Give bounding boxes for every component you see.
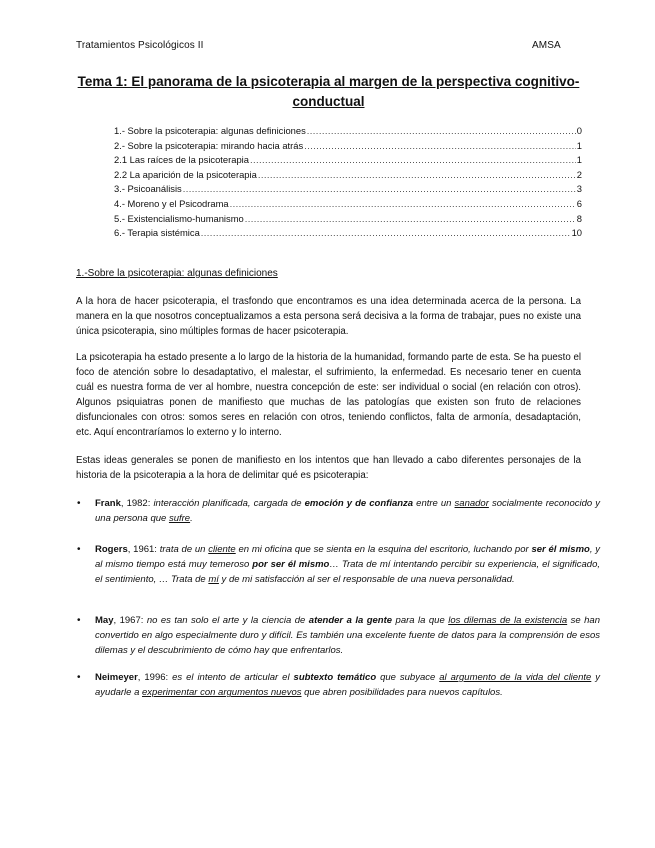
definition-underlined: los dilemas de la existencia (448, 615, 568, 626)
toc-entry[interactable] (114, 198, 582, 213)
author-name: May (95, 615, 114, 626)
definition-text: que subyace (376, 672, 440, 683)
toc-entry[interactable] (114, 125, 582, 140)
toc-entry-page: 1 (576, 139, 582, 151)
list-item (76, 542, 600, 588)
section-heading: 1.-Sobre la psicoterapia: algunas definiciones (76, 268, 278, 279)
list-item (76, 496, 600, 526)
toc-entry[interactable] (114, 183, 582, 198)
page-title: Tema 1: El panorama de la psicoterapia al margen de la perspectiva cognitivo-conductual (77, 74, 580, 109)
running-header-course: Tratamientos Psicológicos II (76, 40, 204, 51)
author-name: Frank (95, 498, 121, 509)
toc-entry-label: 4.- Moreno y el Psicodrama (114, 197, 229, 209)
bullet-icon: • (77, 615, 81, 626)
definition-underlined: al argumento de la vida del cliente (439, 672, 592, 683)
definition-text: no es tan solo el arte y la ciencia de (146, 615, 309, 626)
definition-text: trata de un (159, 544, 209, 555)
author-name: Neimeyer (95, 672, 138, 683)
toc-entry-label: 6.- Terapia sistémica (114, 227, 200, 239)
author-year: , 1961: (127, 544, 160, 555)
paragraph-history: La psicoterapia ha estado presente a lo largo de la historia de la humanidad, formando parte de esta. Se ha puesto el foco de atención sobre lo desadaptativo, el malestar, el sufrimiento, la enfermedad. Es necesario tener en cuenta cuál es nuestra forma de ver al hombre, nuestra concepción de este: ser individual o social (en relación con otros). Algunos psiquiatras ponen de manifiesto que muchas de las patologías que existen son fruto de relaciones disfuncionales con otros: somos seres en relación con otros, teniendo conflictos, falta de armonía, desadaptación, etc. Aquí encontraríamos lo externo y lo interno. (76, 352, 581, 439)
definition-text: . (190, 513, 193, 525)
toc-leader-dots (307, 125, 576, 136)
definition-emphasis: por ser él mismo (252, 559, 330, 571)
definition-emphasis: ser él mismo (531, 544, 590, 555)
toc-entry-page: 10 (571, 227, 582, 239)
toc-entry[interactable] (114, 213, 582, 228)
toc-leader-dots (183, 183, 576, 194)
list-item (76, 613, 600, 659)
author-year: , 1996: (137, 672, 173, 683)
toc-entry-label: 2.2 La aparición de la psicoterapia (114, 168, 257, 180)
bullet-icon: • (77, 544, 81, 555)
toc-entry-label: 2.1 Las raíces de la psicoterapia (114, 154, 249, 166)
definition-text: y ayudarle a (95, 672, 600, 699)
author-year: , 1982: (120, 498, 154, 509)
author-year: , 1967: (113, 615, 147, 626)
definition-text: para la que (392, 615, 449, 626)
definition-underlined: mí (208, 574, 219, 586)
toc-entry-page: 3 (576, 183, 582, 195)
toc-leader-dots (258, 169, 576, 180)
definition-text: interacción planificada, cargada de (153, 498, 305, 509)
definition-text: … Trata de mí intentando percibir su experiencia, el significado, el sentimiento, … Trata de (95, 559, 600, 586)
paragraph-definitions-intro: Estas ideas generales se ponen de manifiesto en los intentos que han llevado a cabo diferentes personajes de la historia de la psicoterapia a la hora de delimitar qué es psicoterapia: (76, 455, 581, 482)
list-item (76, 670, 600, 700)
running-header-author: AMSA (532, 40, 561, 51)
definition-text: es el intento de articular el (172, 672, 294, 683)
paragraph-intro: A la hora de hacer psicoterapia, el trasfondo que encontramos es una idea determinada acerca de la persona. La manera en la que nosotros conceptualizamos a esta persona será decisiva a la forma de trabajar, pues no existe una única psicoterapia, sino múltiples formas de hacer psicoterapia. (76, 296, 581, 338)
definition-text: socialmente reconocido y una persona que (95, 498, 601, 525)
toc-entry-page: 0 (576, 125, 582, 136)
toc-entry[interactable] (114, 227, 582, 242)
definition-emphasis: subtexto temático (293, 672, 377, 683)
toc-entry[interactable] (114, 169, 582, 184)
bullet-icon: • (77, 672, 81, 683)
table-of-contents (114, 125, 582, 242)
definition-underlined: cliente (208, 544, 236, 555)
definition-text: en mi oficina que se sienta en la esquina del escritorio, luchando por (235, 544, 532, 555)
toc-entry-label: 3.- Psicoanálisis (114, 183, 182, 195)
definition-text: que abren posibilidades para nuevos capítulos. (301, 687, 503, 699)
toc-entry[interactable] (114, 154, 582, 169)
toc-leader-dots (201, 227, 571, 238)
toc-entry-page: 8 (576, 212, 582, 224)
toc-entry-page: 2 (576, 168, 582, 180)
definition-emphasis: emoción y de confianza (304, 498, 414, 509)
toc-entry-label: 2.- Sobre la psicoterapia: mirando hacia atrás (114, 139, 304, 151)
toc-entry-page: 1 (576, 154, 582, 166)
definition-text: entre un (413, 498, 455, 509)
toc-leader-dots (304, 140, 576, 151)
toc-entry-label: 5.- Existencialismo-humanismo (114, 212, 244, 224)
definition-text: y de mi satisfacción al ser el responsable de una nueva personalidad. (218, 574, 515, 586)
toc-entry[interactable] (114, 140, 582, 155)
toc-leader-dots (250, 154, 576, 165)
definition-text: , y al mismo tiempo está muy temeroso (95, 544, 601, 571)
definition-text: se han convertido en algo especialmente duro y difícil. Es también una excelente fuente de datos para la comprensión de esos dilemas y el descubrimiento de cómo hay que enfrentarlos. (95, 615, 600, 657)
definition-underlined: sufre (168, 513, 191, 525)
toc-entry-page: 6 (576, 197, 582, 209)
toc-leader-dots (230, 198, 576, 209)
toc-entry-label: 1.- Sobre la psicoterapia: algunas definiciones (114, 125, 306, 136)
author-name: Rogers (95, 544, 128, 555)
toc-leader-dots (245, 213, 576, 224)
definition-emphasis: atender a la gente (308, 615, 393, 626)
definition-underlined: experimentar con argumentos nuevos (142, 687, 302, 699)
bullet-icon: • (77, 498, 81, 509)
definition-underlined: sanador (454, 498, 489, 509)
